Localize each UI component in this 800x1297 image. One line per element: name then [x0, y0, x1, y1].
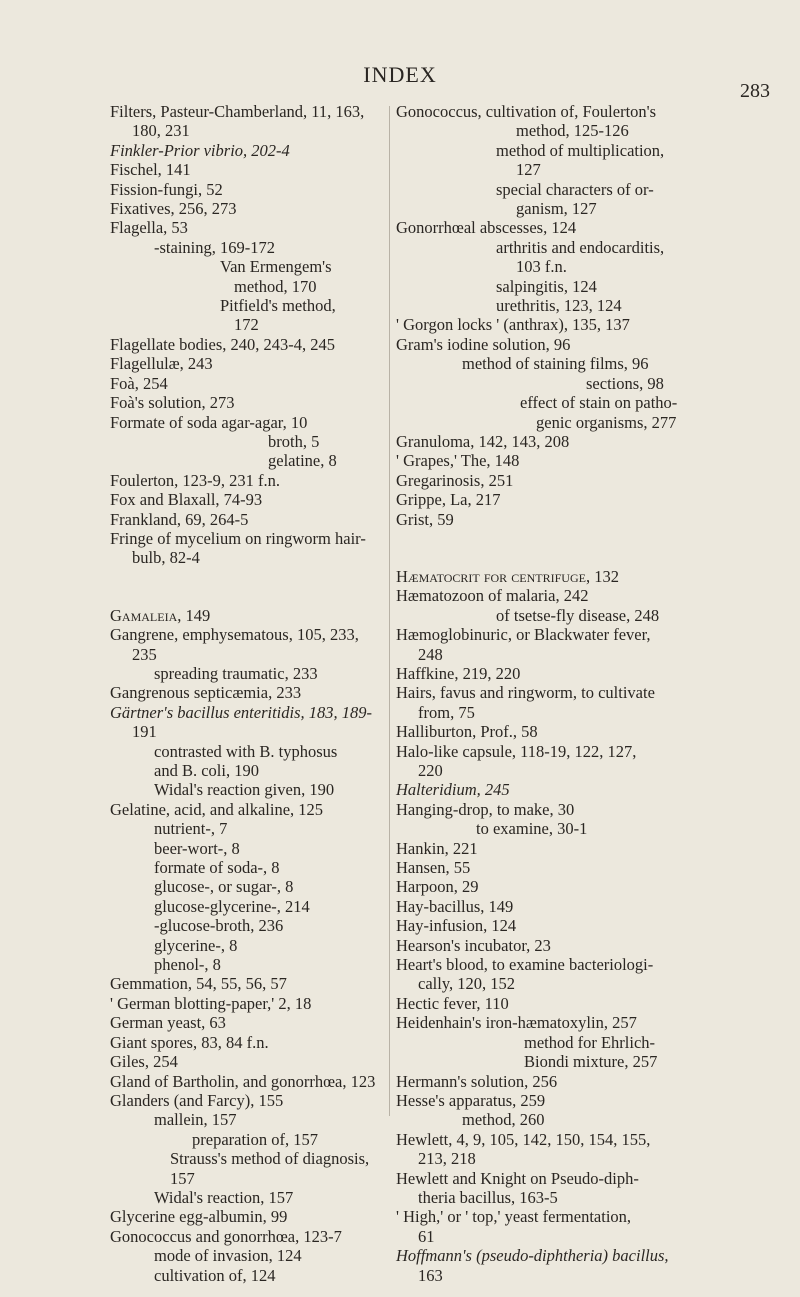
index-entry: preparation of, 157 — [192, 1129, 318, 1149]
index-entry: Widal's reaction given, 190 — [154, 780, 335, 800]
index-entry: method of staining films, 96 — [462, 354, 649, 374]
index-entry: Gangrene, emphysematous, 105, 233, — [110, 625, 359, 645]
index-entry: effect of stain on patho- — [520, 393, 678, 413]
index-entry: mode of invasion, 124 — [154, 1246, 302, 1266]
index-entry: 163 — [418, 1265, 443, 1285]
index-entry: ' High,' or ' top,' yeast fermentation, — [396, 1207, 632, 1227]
blank-line — [110, 587, 402, 606]
blank-line — [396, 529, 702, 548]
index-entry: Formate of soda agar-agar, 10 — [110, 412, 308, 432]
index-entry: glucose-glycerine-, 214 — [154, 896, 310, 916]
index-entry: method, 170 — [234, 276, 317, 296]
index-entry: Hermann's solution, 256 — [396, 1071, 558, 1091]
index-entry: theria bacillus, 163-5 — [418, 1187, 558, 1207]
index-entry: Fission-fungi, 52 — [110, 179, 223, 199]
index-entry: Gregarinosis, 251 — [396, 470, 514, 490]
index-entry: Gemmation, 54, 55, 56, 57 — [110, 974, 287, 994]
index-entry: -staining, 169-172 — [154, 237, 275, 257]
index-entry: Halteridium, 245 — [396, 780, 510, 800]
index-entry: glucose-, or sugar-, 8 — [154, 877, 294, 897]
index-entry: Foulerton, 123-9, 231 f.n. — [110, 470, 281, 490]
index-entry: spreading traumatic, 233 — [154, 663, 318, 683]
index-entry: Hoffmann's (pseudo-diphtheria) bacillus, — [396, 1246, 669, 1266]
index-entry: urethritis, 123, 124 — [496, 296, 622, 316]
index-column-left — [110, 102, 402, 1285]
index-entry: Biondi mixture, 257 — [524, 1052, 658, 1072]
index-entry: Hewlett and Knight on Pseudo-diph- — [396, 1168, 639, 1188]
index-entry: ganism, 127 — [516, 199, 597, 219]
index-entry: Gram's iodine solution, 96 — [396, 334, 571, 354]
index-entry: Fischel, 141 — [110, 160, 191, 180]
index-entry: arthritis and endocarditis, — [496, 237, 665, 257]
index-entry: Foà's solution, 273 — [110, 393, 235, 413]
index-entry: -glucose-broth, 236 — [154, 916, 284, 936]
index-entry: Harpoon, 29 — [396, 877, 479, 897]
index-entry: Widal's reaction, 157 — [154, 1187, 294, 1207]
index-entry: formate of soda-, 8 — [154, 858, 280, 878]
index-entry: special characters of or- — [496, 179, 654, 199]
index-entry: Finkler-Prior vibrio, 202-4 — [110, 140, 290, 160]
index-entry: genic organisms, 277 — [536, 412, 677, 432]
index-entry: 172 — [234, 315, 259, 335]
index-entry: nutrient-, 7 — [154, 819, 228, 839]
index-entry: Grippe, La, 217 — [396, 490, 501, 510]
index-entry: 127 — [516, 160, 541, 180]
index-entry: phenol-, 8 — [154, 955, 221, 975]
index-entry: broth, 5 — [268, 431, 320, 451]
index-entry: Gonococcus, cultivation of, Foulerton's — [396, 102, 657, 121]
index-entry: Hairs, favus and ringworm, to cultivate — [396, 683, 655, 703]
index-entry: 180, 231 — [132, 121, 190, 141]
index-entry: 235 — [132, 644, 157, 664]
index-entry: Hanging-drop, to make, 30 — [396, 799, 575, 819]
index-entry: Hesse's apparatus, 259 — [396, 1090, 546, 1110]
index-entry: and B. coli, 190 — [154, 761, 259, 780]
index-entry: Hansen, 55 — [396, 858, 471, 878]
index-entry: beer-wort-, 8 — [154, 838, 240, 858]
index-entry: Hæmoglobinuric, or Blackwater fever, — [396, 625, 651, 645]
index-entry: sections, 98 — [586, 373, 664, 393]
index-entry: Gelatine, acid, and alkaline, 125 — [110, 799, 324, 819]
index-entry: Gonorrhœal abscesses, 124 — [396, 218, 577, 238]
index-column-right — [396, 102, 702, 1285]
index-entry: Flagellulæ, 243 — [110, 354, 213, 374]
index-entry: glycerine-, 8 — [154, 935, 238, 955]
index-entry: Gangrenous septicæmia, 233 — [110, 683, 302, 703]
index-entry: 157 — [170, 1168, 195, 1188]
running-header-title: INDEX — [363, 62, 437, 87]
page-number: 283 — [740, 80, 770, 102]
index-entry: 220 — [418, 761, 443, 780]
index-entry: Flagellate bodies, 240, 243-4, 245 — [110, 334, 336, 354]
index-entry: Hewlett, 4, 9, 105, 142, 150, 154, 155, — [396, 1129, 651, 1149]
index-entry: method, 260 — [462, 1110, 545, 1130]
index-entry: to examine, 30-1 — [476, 819, 588, 839]
index-entry: Gonococcus and gonorrhœa, 123-7 — [110, 1226, 342, 1246]
index-entry: Filters, Pasteur-Chamberland, 11, 163, — [110, 102, 365, 121]
index-entry: from, 75 — [418, 702, 475, 722]
index-entry: Van Ermengem's — [220, 257, 332, 277]
index-entry: Fringe of mycelium on ringworm hair- — [110, 528, 366, 548]
index-entry: Glycerine egg-albumin, 99 — [110, 1207, 288, 1227]
index-entry: Gärtner's bacillus enteritidis, 183, 189- — [110, 702, 373, 722]
index-entry: 213, 218 — [418, 1149, 476, 1169]
index-entry: Fox and Blaxall, 74-93 — [110, 490, 263, 510]
blank-line — [110, 568, 402, 587]
index-entry: Hæmatocrit for centrifuge, 132 — [396, 566, 619, 586]
index-entry: 61 — [418, 1226, 435, 1246]
index-entry: Giles, 254 — [110, 1052, 178, 1072]
index-entry: Halo-like capsule, 118-19, 122, 127, — [396, 741, 637, 761]
index-entry: Giant spores, 83, 84 f.n. — [110, 1032, 269, 1052]
index-entry: cally, 120, 152 — [418, 974, 515, 994]
index-entry: Strauss's method of diagnosis, — [170, 1149, 370, 1169]
index-entry: Foà, 254 — [110, 373, 168, 393]
index-entry: 191 — [132, 722, 157, 742]
index-entry: mallein, 157 — [154, 1110, 237, 1130]
blank-line — [396, 548, 702, 567]
index-entry: Grist, 59 — [396, 509, 454, 529]
index-entry: Heidenhain's iron-hæmatoxylin, 257 — [396, 1013, 637, 1033]
index-entry: ' German blotting-paper,' 2, 18 — [110, 993, 312, 1013]
index-entry: Pitfield's method, — [220, 296, 336, 316]
index-entry: of tsetse-fly disease, 248 — [496, 605, 660, 625]
index-entry: ' Grapes,' The, 148 — [396, 451, 520, 471]
index-entry: Granuloma, 142, 143, 208 — [396, 431, 570, 451]
index-entry: bulb, 82-4 — [132, 548, 200, 568]
index-entry: 103 f.n. — [516, 257, 567, 277]
index-entry: Hearson's incubator, 23 — [396, 935, 551, 955]
index-entry: Frankland, 69, 264-5 — [110, 509, 249, 529]
index-entry: gelatine, 8 — [268, 451, 337, 471]
index-entry: method of multiplication, — [496, 140, 665, 160]
index-entry: Hectic fever, 110 — [396, 993, 509, 1013]
index-entry: Hæmatozoon of malaria, 242 — [396, 586, 589, 606]
index-entry: Fixatives, 256, 273 — [110, 199, 237, 219]
index-entry: method for Ehrlich- — [524, 1032, 656, 1052]
index-entry: contrasted with B. typhosus — [154, 741, 338, 761]
index-entry: salpingitis, 124 — [496, 276, 597, 296]
index-entry: German yeast, 63 — [110, 1013, 226, 1033]
index-entry: Hay-bacillus, 149 — [396, 896, 514, 916]
index-entry: Flagella, 53 — [110, 218, 188, 238]
index-entry: Haffkine, 219, 220 — [396, 663, 521, 683]
index-entry: Hankin, 221 — [396, 838, 478, 858]
index-entry: Hay-infusion, 124 — [396, 916, 517, 936]
index-entry: Gland of Bartholin, and gonorrhœa, 123 — [110, 1071, 376, 1091]
index-entry: cultivation of, 124 — [154, 1265, 276, 1285]
index-entry: ' Gorgon locks ' (anthrax), 135, 137 — [396, 315, 630, 335]
index-entry: Glanders (and Farcy), 155 — [110, 1090, 284, 1110]
index-entry: method, 125-126 — [516, 121, 629, 141]
index-entry: Gamaleia, 149 — [110, 605, 211, 625]
index-entry: Halliburton, Prof., 58 — [396, 722, 538, 742]
index-entry: 248 — [418, 644, 443, 664]
index-entry: Heart's blood, to examine bacteriologi- — [396, 955, 654, 975]
